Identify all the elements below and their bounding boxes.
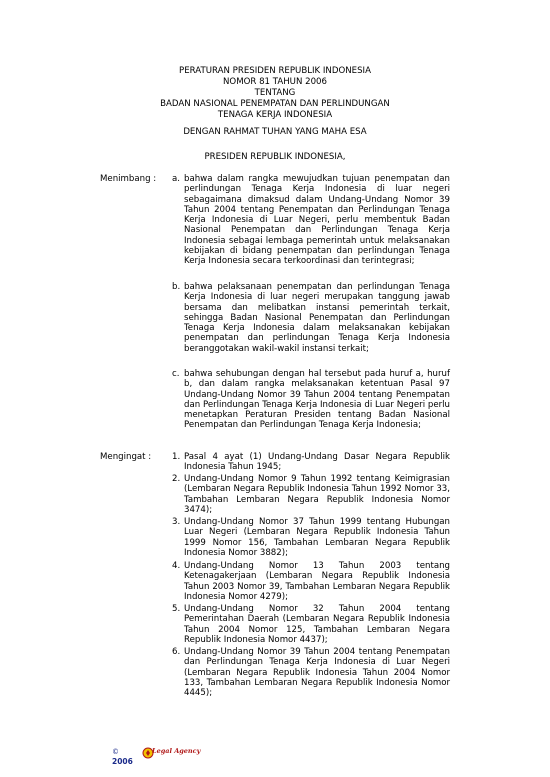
item-marker: 6. [172,647,181,657]
item-text: Pasal 4 ayat (1) Undang-Undang Dasar Negara Republik Indonesia Tahun 1945; [184,452,450,473]
item-marker: b. [172,282,181,292]
header-number: NOMOR 81 TAHUN 2006 [223,77,327,87]
item-text: Undang-Undang Nomor 39 Tahun 2004 tentang Penempatan dan Perlindungan Tenaga Kerja Indonesia di Luar Negeri (Lembaran Negara Republik Indonesia Tahun 2004 Nomor 133, Tambahan Lembaran Negara Republik Indonesia Nomor 4445); [184,647,450,699]
header-subject-line2: TENAGA KERJA INDONESIA [217,110,333,120]
header-title: PERATURAN PRESIDEN REPUBLIK INDONESIA [179,66,371,76]
rahmat-line: DENGAN RAHMAT TUHAN YANG MAHA ESA [183,127,367,137]
item-text: Undang-Undang Nomor 13 Tahun 2003 tentang Ketenagakerjaan (Lembaran Negara Republik Indonesia Tahun 2003 Nomor 39, Tambahan Lembaran Negara Republik Indonesia Nomor 4279); [184,561,450,602]
copyright-symbol: © [112,748,119,756]
item-text: Undang-Undang Nomor 37 Tahun 1999 tentang Hubungan Luar Negeri (Lembaran Negara Republik Indonesia Tahun 1999 Nomor 156, Tambahan Lembaran Negara Republik Indonesia Nomor 3882); [184,517,450,558]
item-text: Undang-Undang Nomor 9 Tahun 1992 tentang Keimigrasian (Lembaran Negara Republik Indonesia Tahun 1992 Nomor 33, Tambahan Lembaran Negara Republik Indonesia Nomor 3474); [184,474,450,515]
item-text: Undang-Undang Nomor 32 Tahun 2004 tentang Pemerintahan Daerah (Lembaran Negara Republik Indonesia Tahun 2004 Nomor 125, Tambahan Lembaran Negara Republik Indonesia Nomor 4437); [184,604,450,645]
logo-text: Legal Agency [152,747,201,755]
item-text: bahwa pelaksanaan penempatan dan perlindungan Tenaga Kerja Indonesia di luar negeri merupakan tanggung jawab bersama dan melibatkan instansi pemerintah terkait, sehingga Badan Nasional Penempatan dan Perlindungan Tenaga Kerja Indonesia dalam melaksanakan kebijakan penempatan dan perlindungan Tenaga Kerja Indonesia beranggotakan wakil-wakil instansi terkait; [184,282,450,354]
item-text: bahwa dalam rangka mewujudkan tujuan penempatan dan perlindungan Tenaga Kerja Indonesia di luar negeri sebagaimana dimaksud dalam Undang-Undang Nomor 39 Tahun 2004 tentang Penempatan dan Perlindungan Tenaga Kerja Indonesia di Luar Negeri, perlu membentuk Badan Nasional Penempatan dan Perlindungan Tenaga Kerja Indonesia sebagai lembaga pemerintah untuk melaksanakan kebijakan di bidang penempatan dan perlindungan Tenaga Kerja Indonesia secara terkoordinasi dan terintegrasi; [184,174,450,267]
item-marker: 2. [172,474,181,484]
item-marker: c. [172,369,180,379]
item-marker: a. [172,174,180,184]
copyright-year: 2006 [112,757,133,766]
header-tentang: TENTANG [254,88,296,98]
mengingat-label: Mengingat : [100,452,152,462]
presiden-line: PRESIDEN REPUBLIK INDONESIA, [204,152,346,162]
menimbang-label: Menimbang : [100,174,157,184]
item-marker: 3. [172,517,181,527]
item-text: bahwa sehubungan dengan hal tersebut pada huruf a, huruf b, dan dalam rangka melaksanakan ketentuan Pasal 97 Undang-Undang Nomor 39 Tahun 2004 tentang Penempatan dan Perlindungan Tenaga Kerja Indonesia di Luar Negeri perlu menetapkan Peraturan Presiden tentang Badan Nasional Penempatan dan Perlindungan Tenaga Kerja Indonesia; [184,369,450,431]
item-marker: 4. [172,561,181,571]
item-marker: 5. [172,604,181,614]
item-marker: 1. [172,452,181,462]
document-header [100,66,450,121]
header-subject-line1: BADAN NASIONAL PENEMPATAN DAN PERLINDUNGAN [160,99,390,109]
